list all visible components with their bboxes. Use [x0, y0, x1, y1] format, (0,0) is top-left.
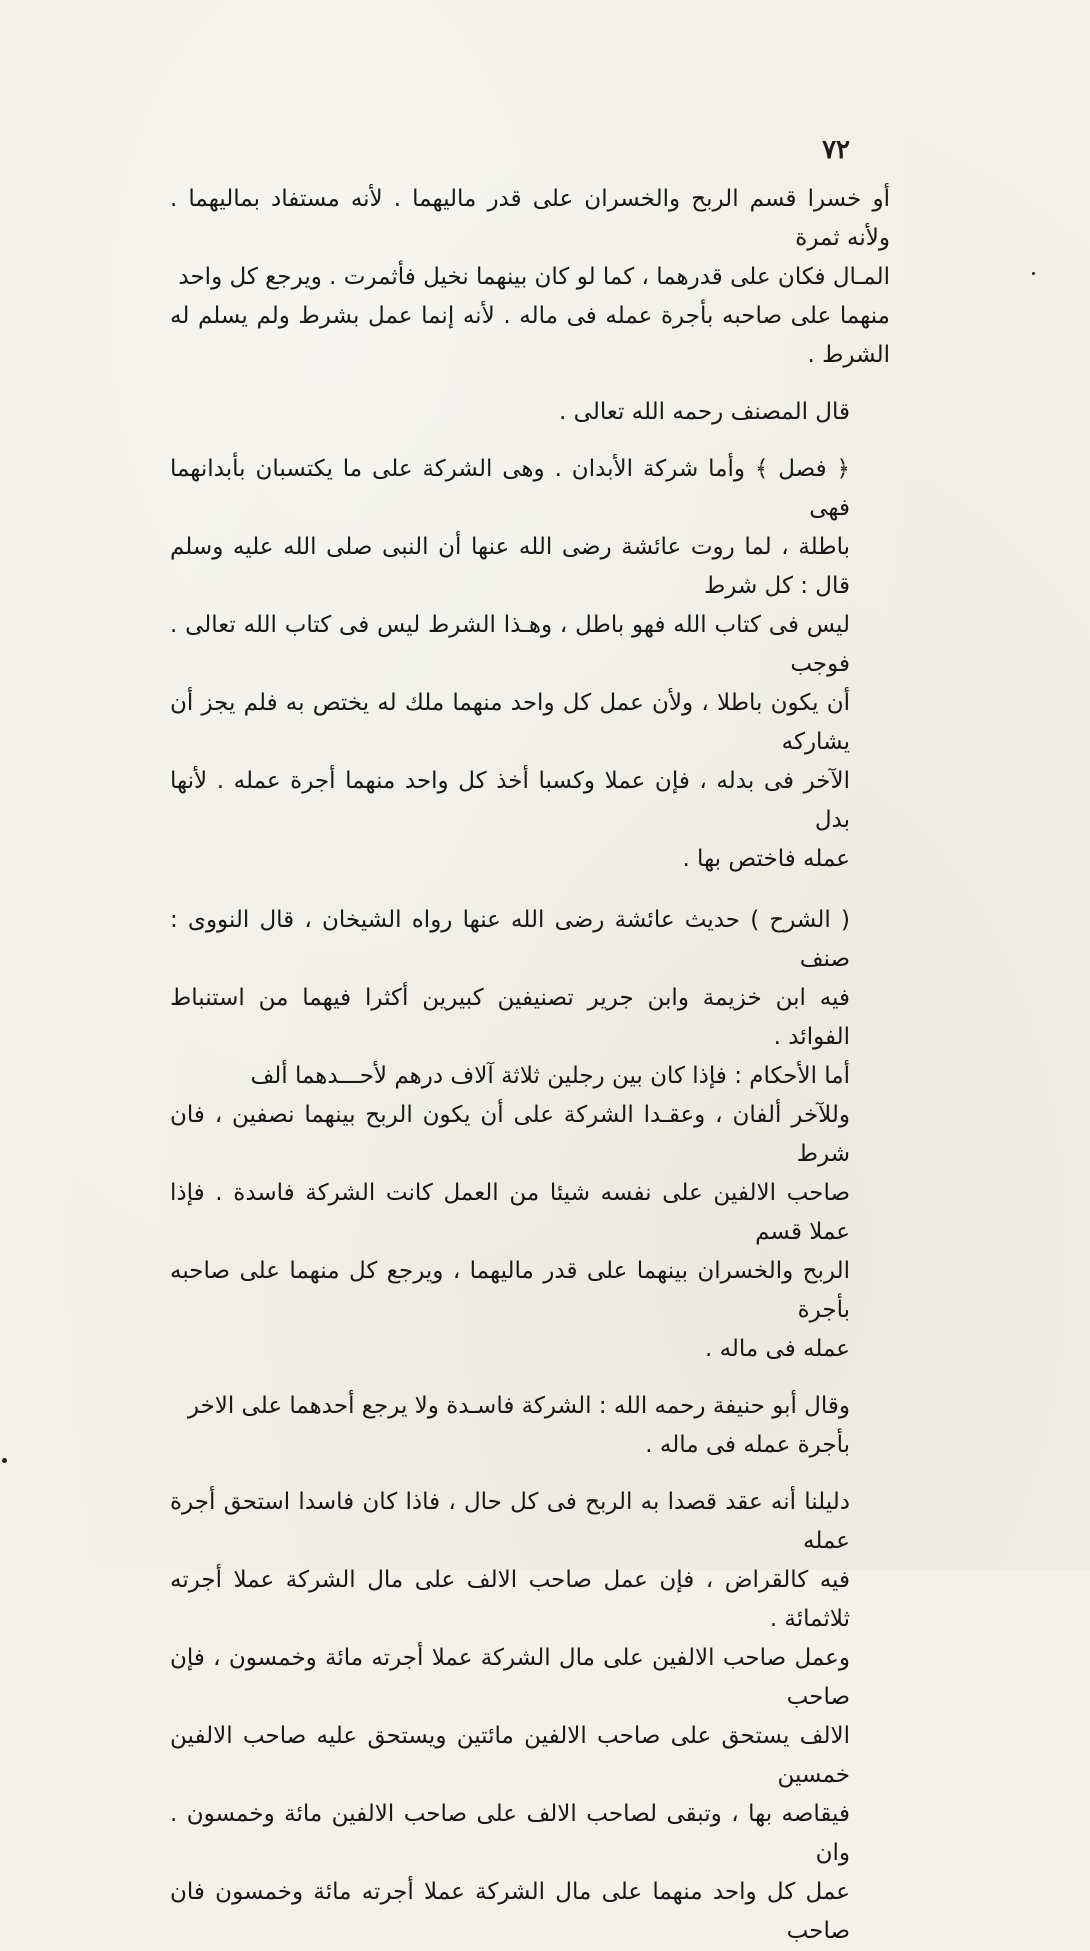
- text-line: قال المصنف رحمه الله تعالى .: [559, 399, 850, 425]
- paragraph-1: [170, 180, 890, 375]
- page-number: ٧٢: [822, 135, 850, 165]
- text-line: عمله فى ماله .: [704, 1336, 850, 1362]
- body-text: [170, 180, 890, 1951]
- text-line: بأجرة عمله فى ماله .: [645, 1432, 850, 1458]
- text-line: أما الأحكام : فإذا كان بين رجلين ثلاثة آلاف درهم لأحـــدهما ألف: [250, 1063, 850, 1089]
- paragraph-5: [170, 1057, 890, 1369]
- text-line: أو خسرا قسم الربح والخسران على قدر ماليهما . لأنه مستفاد بماليهما . ولأنه ثمرة: [170, 186, 890, 251]
- paragraph-6: [170, 1387, 890, 1465]
- paragraph-7: [170, 1483, 890, 1951]
- text-line: عمله فاختص بها .: [682, 846, 850, 872]
- text-line: دليلنا أنه عقد قصدا به الربح فى كل حال ، فاذا كان فاسدا استحق أجرة عمله: [170, 1489, 850, 1554]
- scan-speck: [1032, 272, 1035, 275]
- text-line: باطلة ، لما روت عائشة رضى الله عنها أن النبى صلى الله عليه وسلم قال : كل شرط: [170, 534, 850, 599]
- text-line: الآخر فى بدله ، فإن عملا وكسبا أخذ كل واحد منهما أجرة عمله . لأنها بدل: [170, 768, 850, 833]
- text-line: وقال أبو حنيفة رحمه الله : الشركة فاسـدة ولا يرجع أحدهما على الاخر: [187, 1393, 850, 1419]
- text-line: ( الشرح ) حديث عائشة رضى الله عنها رواه الشيخان ، قال النووى : صنف: [170, 907, 850, 972]
- text-line: المـال فكان على قدرهما ، كما لو كان بينهما نخيل فأثمرت . ويرجع كل واحد: [178, 264, 890, 290]
- paragraph-2: [170, 393, 890, 432]
- text-line: أن يكون باطلا ، ولأن عمل كل واحد منهما ملك له يختص به فلم يجز أن يشاركه: [170, 690, 850, 755]
- text-line: الربح والخسران بينهما على قدر ماليهما ، ويرجع كل منهما على صاحبه بأجرة: [170, 1258, 850, 1323]
- text-line: ليس فى كتاب الله فهو باطل ، وهـذا الشرط ليس فى كتاب الله تعالى . فوجب: [170, 612, 850, 677]
- text-line: فيه كالقراض ، فإن عمل صاحب الالف على مال الشركة عملا أجرته ثلاثمائة .: [170, 1567, 850, 1632]
- text-line: ﴿ فصل ﴾ وأما شركة الأبدان . وهى الشركة على ما يكتسبان بأبدانهما فهى: [170, 456, 850, 521]
- text-line: وعمل صاحب الالفين على مال الشركة عملا أجرته مائة وخمسون ، فإن صاحب: [170, 1645, 850, 1710]
- text-line: منهما على صاحبه بأجرة عمله فى ماله . لأنه إنما عمل بشرط ولم يسلم له الشرط .: [170, 303, 890, 368]
- text-line: وللآخر ألفان ، وعقـدا الشركة على أن يكون الربح بينهما نصفين ، فان شرط: [170, 1102, 850, 1167]
- paragraph-4: [170, 901, 890, 1057]
- paragraph-3: [170, 450, 890, 879]
- text-line: عمل كل واحد منهما على مال الشركة عملا أجرته مائة وخمسون فان صاحب: [170, 1879, 850, 1944]
- text-line: الالف يستحق على صاحب الالفين مائتين ويستحق عليه صاحب الالفين خمسين: [170, 1723, 850, 1788]
- text-line: فيه ابن خزيمة وابن جرير تصنيفين كبيرين أكثرا فيهما من استنباط الفوائد .: [170, 985, 850, 1050]
- scan-speck: [2, 1458, 7, 1463]
- text-line: صاحب الالفين على نفسه شيئا من العمل كانت الشركة فاسدة . فإذا عملا قسم: [170, 1180, 850, 1245]
- text-line: فيقاصه بها ، وتبقى لصاحب الالف على صاحب الالفين مائة وخمسون . وان: [170, 1801, 850, 1866]
